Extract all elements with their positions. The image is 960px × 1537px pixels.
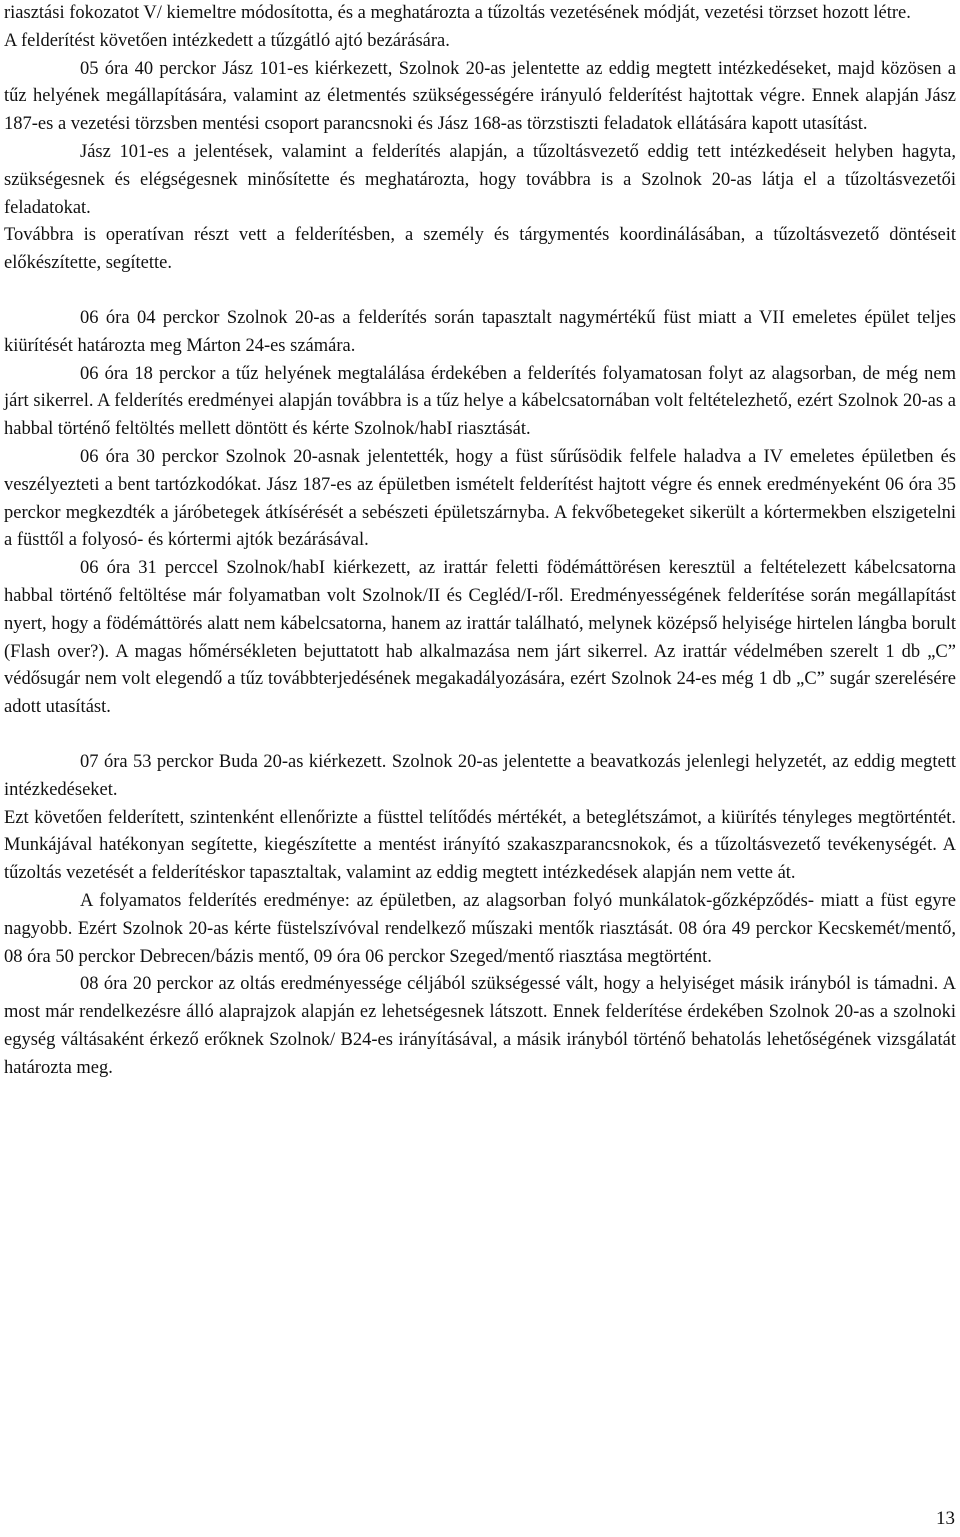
paragraph: 08 óra 20 perckor az oltás eredményessége céljából szükségessé vált, hogy a helyiséget másik irányból is támadni. A most már rendelkezésre álló alaprajzok alapján ez lehetségesnek látszott. Ennek felderítése érdekében Szolnok 20-as a szolnoki egység váltásaként érkező erőknek Szolnok/ B24-es irányításával, a másik irányból történő behatolás lehetőségének vizsgálatát határozta meg. xyxy=(4,974,956,1078)
paragraph: riasztási fokozatot V/ kiemeltre módosította, és a meghatározta a tűzoltás vezetésének módját, vezetési törzset hozott létre. xyxy=(4,3,911,23)
paragraph: A felderítést követően intézkedett a tűzgátló ajtó bezárására. xyxy=(4,30,450,51)
document-body xyxy=(4,0,956,1082)
paragraph: Jász 101-es a jelentések, valamint a felderítés alapján, a tűzoltásvezető eddig tett intézkedéseit helyben hagyta, szükségesnek és elégségesnek minősítette és meghatározta, hogy továbbra is a Szolnok 20-as látja el a tűzoltásvezetői feladatokat. xyxy=(4,141,956,218)
paragraph: 07 óra 53 perckor Buda 20-as kiérkezett. Szolnok 20-as jelentette a beavatkozás jelenlegi helyzetét, az eddig megtett intézkedéseket. xyxy=(4,751,956,800)
paragraph: 05 óra 40 perckor Jász 101-es kiérkezett, Szolnok 20-as jelentette az eddig megtett intézkedéseket, majd közösen a tűz helyének megállapítására, valamint az életmentés szükségességére irányuló felderítést hajtottak végre. Ennek alapján Jász 187-es a vezetési törzsben mentési csoport parancsnoki és Jász 168-as törzstiszti feladatok ellátására kapott utasítást. xyxy=(4,58,956,135)
paragraph-gap xyxy=(4,278,956,305)
paragraph-gap xyxy=(4,722,956,749)
paragraph: Továbbra is operatívan részt vett a felderítésben, a személy és tárgymentés koordinálásában, a tűzoltásvezető döntéseit előkészítette, segítette. xyxy=(4,225,956,274)
paragraph: 06 óra 18 perckor a tűz helyének megtalálása érdekében a felderítés folyamatosan folyt az alagsorban, de még nem járt sikerrel. A felderítés eredményei alapján továbbra is a tűz helye a kábelcsatornában volt feltételezhető, ezért Szolnok 20-as a habbal történő feltöltés mellett döntött és kérte Szolnok/habI riasztását. xyxy=(4,363,956,440)
paragraph: Ezt követően felderített, szintenként ellenőrizte a füsttel telítődés mértékét, a beteglétszámot, a kiürítés tényleges megtörténtét. Munkájával hatékonyan segítette, kiegészítette a mentést irányító szakaszparancsnokok, és a tűzoltásvezető tevékenységét. A tűzoltás vezetését a felderítéskor tapasztaltak, valamint az eddig megtett intézkedések alapján nem vette át. xyxy=(4,807,956,884)
paragraph: 06 óra 04 perckor Szolnok 20-as a felderítés során tapasztalt nagymértékű füst miatt a VII emeletes épület teljes kiürítését határozta meg Márton 24-es számára. xyxy=(4,307,956,356)
paragraph: 06 óra 30 perckor Szolnok 20-asnak jelentették, hogy a füst sűrűsödik felfele haladva a IV emeletes épületben és veszélyezteti a bent tartózkodókat. Jász 187-es az épületben ismételt felderítést hajtott végre és ennek eredményeként 06 óra 35 perckor megkezdték a járóbetegek átkísérését a sebészeti épületszárnyba. A fekvőbetegeket sikerült a kórtermekben elszigetelni a füsttől a folyosó- és kórtermi ajtók bezárásával. xyxy=(4,446,956,551)
paragraph: 06 óra 31 perccel Szolnok/habI kiérkezett, az irattár feletti födémáttörésen keresztül a feltételezett kábelcsatorna habbal történő feltöltése már folyamatban volt Szolnok/II és Cegléd/I-ről. Eredményességének felderítése során megállapítást nyert, hogy a födémáttörés alatt nem kábelcsatorna, hanem az irattár található, melynek középső helyisége hirtelen lángba borult (Flash over?). A magas hőmérsékleten bejuttatott hab alkalmazása nem járt sikerrel. Az irattár védelmében szerelt 1 db „C” védősugár nem volt elegendő a tűz továbbterjedésének megakadályozására, ezért Szolnok 24-es még 1 db „C” sugár szerelésére adott utasítást. xyxy=(4,558,956,718)
paragraph: A folyamatos felderítés eredménye: az épületben, az alagsorban folyó munkálatok-gőzképződés- miatt a füst egyre nagyobb. Ezért Szolnok 20-as kérte füstelszívóval rendelkező műszaki mentők riasztását. 08 óra 49 perckor Kecskemét/mentő, 08 óra 50 perckor Debrecen/bázis mentő, 09 óra 06 perckor Szeged/mentő riasztása megtörtént. xyxy=(4,890,956,967)
page-number: 13 xyxy=(936,1508,955,1529)
